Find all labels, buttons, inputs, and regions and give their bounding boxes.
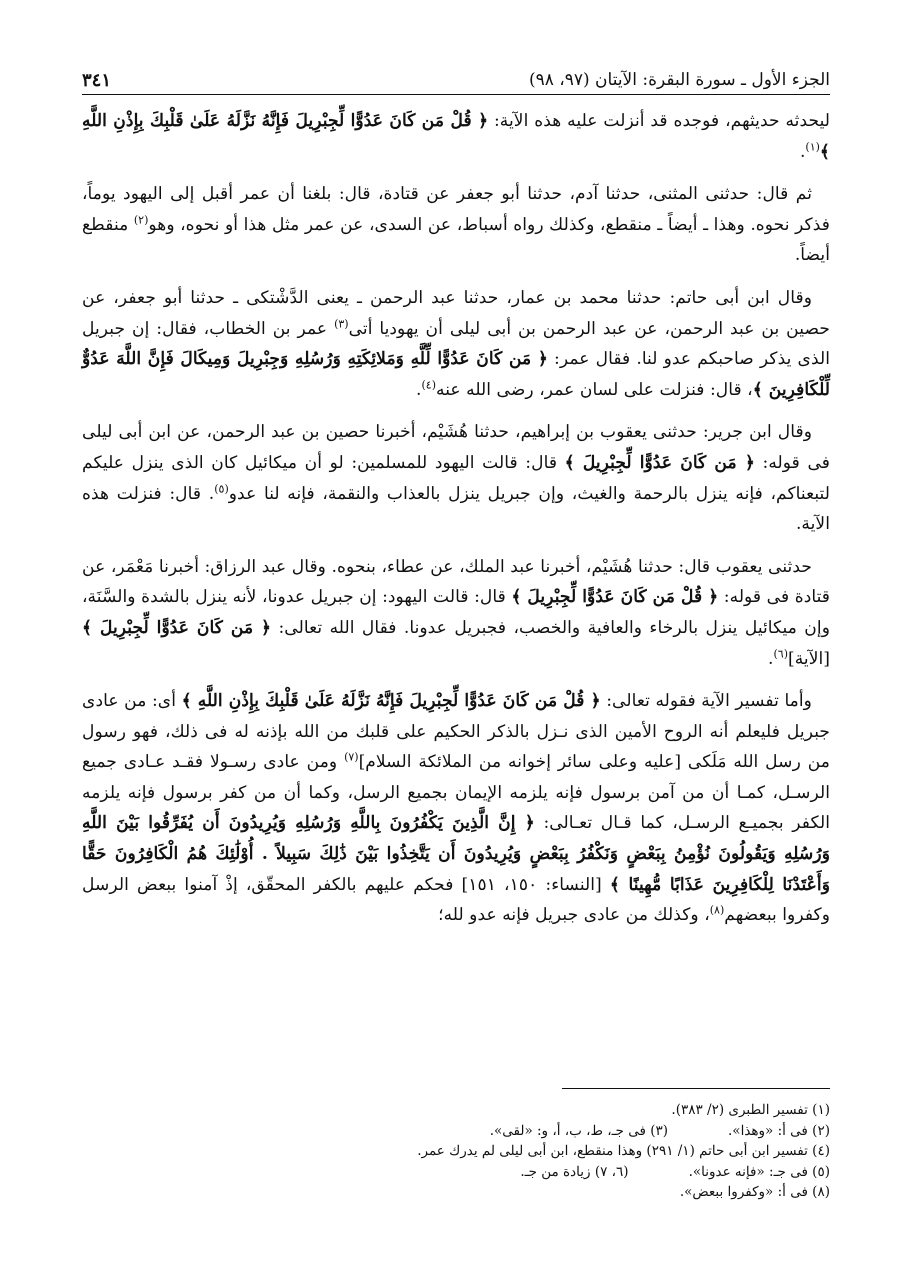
footnote: (٦، ٧) زيادة من جـ. (520, 1163, 629, 1180)
footnote-ref: (٣) (334, 316, 349, 330)
text-run: أى: من عادى جبريل فليعلم أنه الروح الأمين الذى نـزل بالذكر الحكيم على قلبك من الله بإذنه له فى ذلك، فهو رسول من رسل الله مَلَكى [عليه وعلى سائر إخوانه من الملائكة السلام] (82, 691, 830, 773)
footnote-ref: (١) (805, 139, 820, 153)
text-run: قال: قالت اليهود: إن جبريل عدونا، لأنه ينزل بالشدة والسَّنَة، وإن ميكائيل ينزل بالرخاء والعافية والخصب، فجبريل عدونا. فقال الله تعالى: (82, 587, 831, 638)
paragraph (82, 179, 830, 271)
footnote-ref: (٢) (133, 213, 149, 227)
text-run: ومن عادى رسـولا فقـد عـادى جميع الرسـل، كمـا أن من آمن برسول فإنه يلزمه الإيمان بجميع الرسل، وكما أن من كفر برسول فإنه يلزمه الكفر بجميـع الرسـل، كما قـال تعـالى: (82, 752, 830, 834)
quran-quote: ﴿ إِنَّ الَّذِينَ يَكْفُرُونَ بِاللَّهِ وَرُسُلِهِ وَيُرِيدُونَ أَن يُفَرِّقُوا بَيْنَ اللَّهِ وَرُسُلِهِ وَيَقُولُونَ نُؤْمِنُ بِبَعْضٍ وَنَكْفُرُ بِبَعْضٍ وَيُرِيدُونَ أَن يَتَّخِذُوا بَيْنَ ذَٰلِكَ سَبِيلاً . أُوْلَٰئِكَ هُمُ الْكَافِرُونَ حَقًّا وَأَعْتَدْنَا لِلْكَافِرِينَ عَذَابًا مُّهِينًا ﴾ (82, 813, 830, 895)
footnote-line (82, 1100, 830, 1121)
quran-quote: ﴿ قُلْ مَن كَانَ عَدُوًّا لِّجِبْرِيلَ ﴾ (511, 587, 719, 608)
footnote-ref: (٦) (773, 646, 788, 660)
text-run: وقال ابن جرير: حدثنى يعقوب بن إبراهيم، حدثنا هُشَيْم، أخبرنا حصين بن عبد الرحمن، عن ابن أبى ليلى فى قوله: (82, 422, 831, 473)
paragraph (82, 283, 830, 405)
footnote-ref: (٧) (344, 750, 359, 764)
footnote-line (82, 1121, 830, 1142)
paragraph (82, 552, 830, 674)
paragraph (82, 106, 830, 167)
text-run: وأما تفسير الآية فقوله تعالى: (600, 691, 812, 712)
text-run: منقطع أيضاً. (82, 214, 830, 266)
page-number: ٣٤١ (82, 69, 112, 91)
footnote: (٣) فى جـ، ط، ب، أ، و: «لقى». (489, 1122, 669, 1139)
footnote: (٤) تفسير ابن أبى حاتم (١/ ٢٩١) وهذا منقطع، ابن أبى ليلى لم يدرك عمر. (417, 1143, 830, 1160)
text-run: وقال ابن أبى حاتم: حدثنا محمد بن عمار، حدثنا عبد الرحمن ـ يعنى الدَّشْتكى ـ حدثنا أبو جعفر، عن حصين بن عبد الرحمن، عن عبد الرحمن بن أبى ليلى أن يهوديا أتى (82, 287, 830, 339)
quran-quote: ﴿ مَن كَانَ عَدُوًّا لِّجِبْرِيلَ ﴾ (82, 617, 272, 638)
footnote-ref: (٨) (709, 903, 725, 917)
footnote: (٢) فى أ: «وهذا». (728, 1122, 830, 1139)
footnote-ref: (٤) (421, 378, 437, 392)
footnote-line (82, 1182, 830, 1203)
quran-quote: ﴿ مَن كَانَ عَدُوًّا لِّلَّهِ وَمَلائِكَتِهِ وَرُسُلِهِ وَجِبْرِيلَ وَمِيكَالَ فَإِنَّ اللَّهَ عَدُوٌّ لِّلْكَافِرِينَ ﴾ (82, 349, 830, 400)
text-run: حدثنى يعقوب قال: حدثنا هُشَيْم، أخبرنا عبد الملك، عن عطاء، بنحوه. وقال عبد الرزاق: أخبرنا مَعْمَر، عن قتادة فى قوله: (82, 556, 830, 608)
text-run: [النساء: ١٥٠، ١٥١] فحكم عليهم بالكفر المحقّق، إذْ آمنوا ببعض الرسل وكفروا ببعضهم (82, 874, 830, 926)
paragraph (82, 686, 830, 931)
footnotes (82, 1100, 830, 1203)
footnote-ref: (٥) (214, 481, 229, 495)
text-run: ثم قال: حدثنى المثنى، حدثنا آدم، حدثنا أبو جعفر عن قتادة، قال: بلغنا أن عمر أقبل إلى اليهود يوماً، فذكر نحوه. وهذا ـ أيضاً ـ منقطع، وكذلك رواه أسباط، عن السدى، عن عمر مثل هذا أو نحوه، وهو (82, 184, 830, 235)
footnote: (١) تفسير الطبرى (٢/ ٣٨٣). (671, 1102, 830, 1118)
text-run: ، قال: فنزلت على لسان عمر، رضى الله عنه (436, 379, 753, 400)
quran-quote: ﴿ قُلْ مَن كَانَ عَدُوًّا لِّجِبْرِيلَ فَإِنَّهُ نَزَّلَهُ عَلَىٰ قَلْبِكَ بِإِذْنِ اللَّهِ ﴾ (82, 111, 830, 162)
text-run: عمر بن الخطاب، فقال: إن جبريل الذى يذكر صاحبكم عدو لنا. فقال عمر: (82, 318, 830, 370)
text-run: قال: قالت اليهود للمسلمين: لو أن ميكائيل كان الذى ينزل عليكم لتبعناكم، فإنه ينزل بالرحمة والغيث، وإن جبريل ينزل بالعذاب والنقمة، فإنه لنا عدو (82, 452, 830, 504)
text-run: . (799, 141, 806, 162)
running-header (82, 66, 830, 95)
text-run: ، وكذلك من عادى جبريل فإنه عدو لله؛ (438, 905, 710, 926)
main-text (82, 106, 830, 943)
text-run: ليحدثه حديثهم، فوجده قد أنزلت عليه هذه الآية: (488, 111, 831, 131)
text-run: . قال: فنزلت هذه الآية. (82, 483, 830, 535)
footnote: (٥) فى جـ: «فإنه عدونا». (688, 1163, 830, 1180)
footnote-separator (562, 1088, 830, 1089)
quran-quote: ﴿ مَن كَانَ عَدُوًّا لِّجِبْرِيلَ ﴾ (564, 452, 755, 473)
footnote-line (82, 1162, 830, 1183)
footnote: (٨) فى أ: «وكفروا ببعض». (679, 1184, 830, 1201)
text-run: . (768, 648, 774, 669)
text-run: . (416, 379, 422, 400)
text-run: [الآية] (788, 648, 830, 669)
quran-quote: ﴿ قُلْ مَن كَانَ عَدُوًّا لِّجِبْرِيلَ فَإِنَّهُ نَزَّلَهُ عَلَىٰ قَلْبِكَ بِإِذْنِ اللَّهِ ﴾ (181, 691, 601, 712)
header-title: الجزء الأول ـ سورة البقرة: الآيتان (٩٧، ٩٨) (528, 70, 830, 90)
paragraph (82, 417, 830, 539)
footnote-line (82, 1141, 830, 1162)
